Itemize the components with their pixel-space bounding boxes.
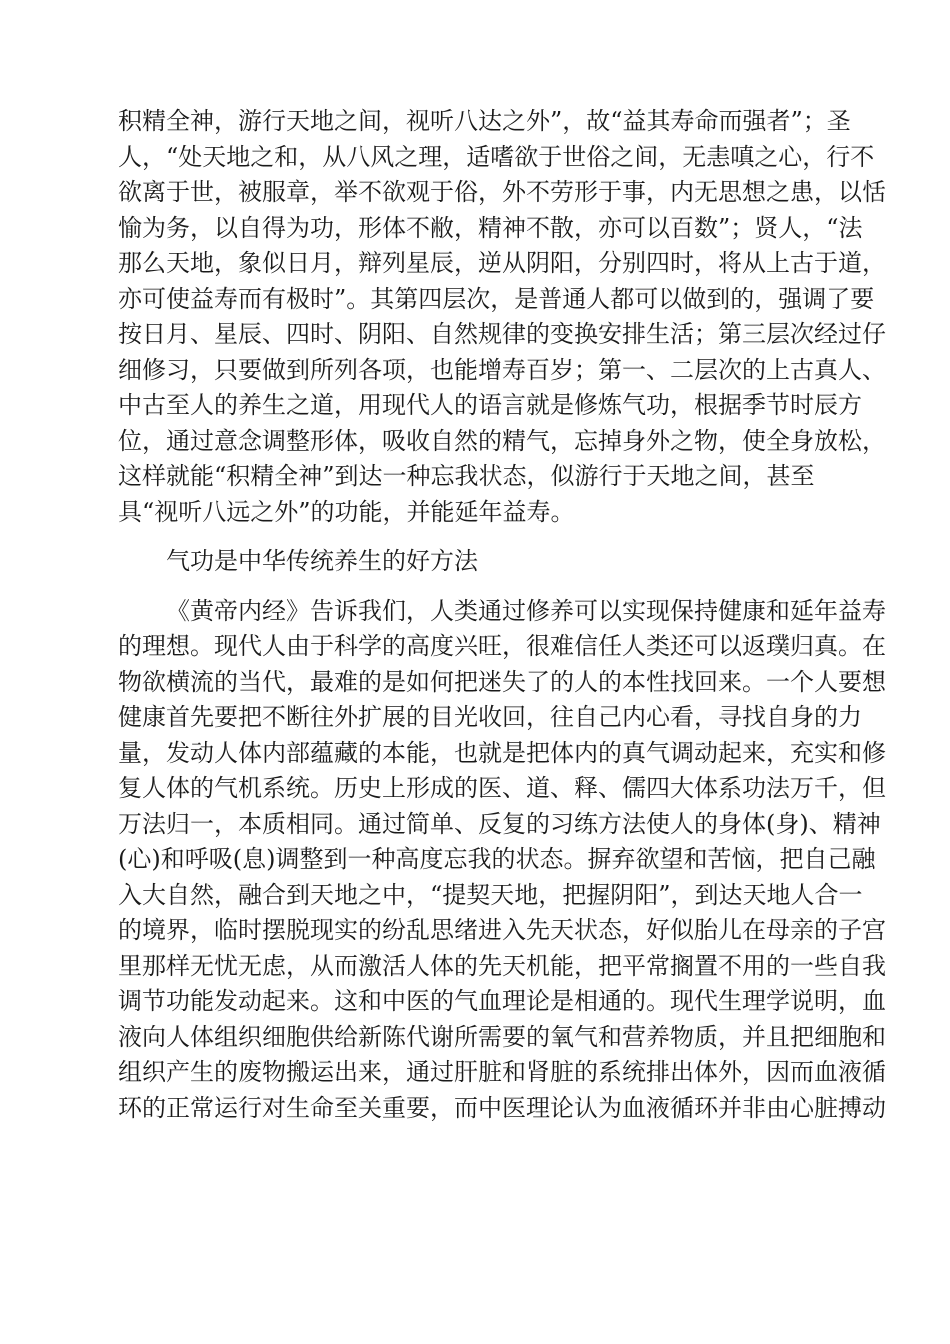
- paragraph-line: 调节功能发动起来。这和中医的气血理论是相通的。现代生理学说明，血: [118, 987, 886, 1015]
- paragraph-line: 积精全神，游行天地之间，视听八达之外”，故“益其寿命而强者”；圣: [118, 107, 851, 135]
- document-body: [118, 104, 886, 1126]
- paragraph-line: 亦可使益寿而有极时”。其第四层次，是普通人都可以做到的，强调了要: [118, 284, 875, 313]
- paragraph-line: 欲离于世，被服章，举不欲观于俗，外不劳形于事，内无思想之患，以恬: [118, 178, 886, 206]
- paragraph-line: 物欲横流的当代，最难的是如何把迷失了的人的本性找回来。一个人要想: [118, 667, 886, 696]
- paragraph-line: 健康首先要把不断往外扩展的目光收回，往自己内心看，寻找自身的力: [118, 703, 862, 731]
- paragraph-spacer: [118, 580, 838, 594]
- paragraph-line: 细修习，只要做到所列各项，也能增寿百岁；第一、二层次的上古真人、: [118, 355, 886, 384]
- paragraph-line: 具“视听八远之外”的功能，并能延年益寿。: [118, 497, 575, 526]
- section-heading: 气功是中华传统养生的好方法: [166, 547, 478, 575]
- paragraph-line: 复人体的气机系统。历史上形成的医、道、释、儒四大体系功法万千，但: [118, 774, 886, 802]
- paragraph-line: 愉为务，以自得为功，形体不敝，精神不散，亦可以百数”；贤人，“法: [118, 213, 863, 242]
- paragraph-2: [118, 594, 886, 1127]
- paragraph-line: 的境界，临时摆脱现实的纷乱思绪进入先天状态，好似胎儿在母亲的子宫: [118, 916, 886, 944]
- paragraph-line: 入大自然，融合到天地之中，“提契天地，把握阴阳”，到达天地人合一: [118, 880, 863, 909]
- paragraph-line: 那么天地，象似日月，辩列星辰，逆从阴阳，分别四时，将从上古于道，: [118, 249, 886, 277]
- paragraph-line: 环的正常运行对生命至关重要，而中医理论认为血液循环并非由心脏搏动: [118, 1093, 886, 1122]
- paragraph-line: 人，“处天地之和，从八风之理，适嗜欲于世俗之间，无恚嗔之心，行不: [118, 142, 875, 171]
- paragraph-line: 按日月、星辰、四时、阴阳、自然规律的变换安排生活；第三层次经过仔: [118, 320, 886, 348]
- paragraph-line: 组织产生的废物搬运出来，通过肝脏和肾脏的系统排出体外，因而血液循: [118, 1058, 886, 1086]
- paragraph-line: 中古至人的养生之道，用现代人的语言就是修炼气功，根据季节时辰方: [118, 391, 862, 419]
- paragraph-line: 《黄帝内经》告诉我们，人类通过修养可以实现保持健康和延年益寿: [166, 596, 886, 625]
- paragraph-line: 的理想。现代人由于科学的高度兴旺，很难信任人类还可以返璞归真。在: [118, 632, 886, 660]
- paragraph-line: 液向人体组织细胞供给新陈代谢所需要的氧气和营养物质，并且把细胞和: [118, 1022, 886, 1051]
- paragraph-spacer: [118, 530, 838, 544]
- paragraph-line: 里那样无忧无虑，从而激活人体的先天机能，把平常搁置不用的一些自我: [118, 951, 886, 980]
- paragraph-1: [118, 104, 886, 530]
- paragraph-line: (心)和呼吸(息)调整到一种高度忘我的状态。摒弃欲望和苦恼，把自己融: [118, 845, 876, 873]
- paragraph-line: 位，通过意念调整形体，吸收自然的精气，忘掉身外之物，使全身放松，: [118, 426, 886, 455]
- paragraph-line: 这样就能“积精全神”到达一种忘我状态，似游行于天地之间，甚至: [118, 462, 815, 490]
- paragraph-line: 万法归一，本质相同。通过简单、反复的习练方法使人的身体(身)、精神: [118, 809, 881, 838]
- paragraph-line: 量，发动人体内部蕴藏的本能，也就是把体内的真气调动起来，充实和修: [118, 738, 886, 767]
